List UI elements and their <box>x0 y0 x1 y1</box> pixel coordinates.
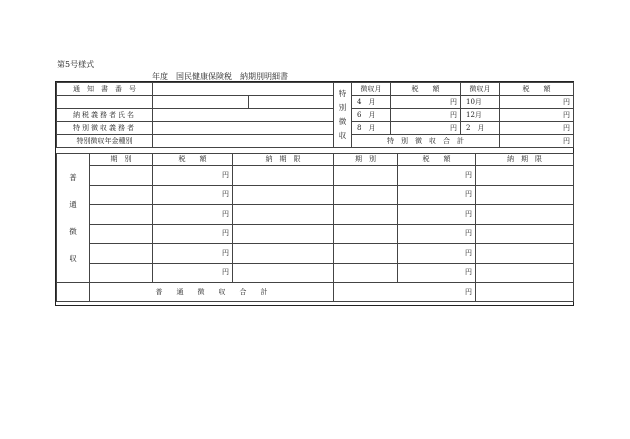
special-amount-field[interactable]: 円 <box>391 122 461 135</box>
special-amount-header: 税 額 <box>500 83 574 96</box>
special-total-field[interactable]: 円 <box>500 135 574 148</box>
special-amount-field[interactable]: 円 <box>500 96 574 109</box>
deadline-field[interactable] <box>233 166 334 186</box>
deadline-field[interactable] <box>476 185 574 205</box>
period-header: 期 別 <box>334 154 398 166</box>
special-amount-field[interactable]: 円 <box>391 109 461 122</box>
period-field[interactable] <box>90 244 153 264</box>
special-collector-label: 特別徴収義務者 <box>57 122 153 135</box>
blank-cell[interactable] <box>153 96 249 109</box>
amount-field[interactable]: 円 <box>153 166 233 186</box>
period-field[interactable] <box>90 185 153 205</box>
period-field[interactable] <box>334 205 398 225</box>
ordinary-total-label: 普 通 徴 収 合 計 <box>90 283 334 302</box>
blank-cell <box>476 283 574 302</box>
deadline-field[interactable] <box>476 224 574 244</box>
special-amount-field[interactable]: 円 <box>500 122 574 135</box>
period-field[interactable] <box>334 244 398 264</box>
period-field[interactable] <box>90 263 153 283</box>
tax-detail-form <box>55 81 574 306</box>
special-month: 2 月 <box>461 122 500 135</box>
deadline-header: 納 期 限 <box>233 154 334 166</box>
deadline-header: 納 期 限 <box>476 154 574 166</box>
amount-field[interactable]: 円 <box>153 263 233 283</box>
upper-section <box>56 82 574 148</box>
blank-cell <box>57 96 153 109</box>
period-field[interactable] <box>334 263 398 283</box>
special-month: 8 月 <box>352 122 391 135</box>
ordinary-collection-side-label: 普 通 徴 収 <box>57 154 90 283</box>
special-month: 12月 <box>461 109 500 122</box>
blank-cell[interactable] <box>249 96 334 109</box>
special-amount-header: 税 額 <box>391 83 461 96</box>
amount-field[interactable]: 円 <box>153 185 233 205</box>
taxpayer-name-label: 納税義務者氏名 <box>57 109 153 122</box>
period-field[interactable] <box>334 185 398 205</box>
form-number-label: 第5号様式 <box>57 60 95 69</box>
deadline-field[interactable] <box>233 185 334 205</box>
amount-header: 税 額 <box>153 154 233 166</box>
period-field[interactable] <box>334 224 398 244</box>
special-month: 6 月 <box>352 109 391 122</box>
amount-field[interactable]: 円 <box>398 205 476 225</box>
special-amount-field[interactable]: 円 <box>391 96 461 109</box>
deadline-field[interactable] <box>476 244 574 264</box>
deadline-field[interactable] <box>476 205 574 225</box>
period-field[interactable] <box>90 205 153 225</box>
deadline-field[interactable] <box>476 166 574 186</box>
document-title: 年度 国民健康保険税 納期別明細書 <box>152 72 288 81</box>
deadline-field[interactable] <box>233 263 334 283</box>
special-month: 10月 <box>461 96 500 109</box>
notice-number-field[interactable] <box>153 83 334 96</box>
special-month-header: 徴収月 <box>461 83 500 96</box>
deadline-field[interactable] <box>233 224 334 244</box>
special-collection-side-label: 特 別 徴 収 <box>334 83 352 148</box>
amount-field[interactable]: 円 <box>398 244 476 264</box>
blank-cell <box>57 283 90 302</box>
amount-header: 税 額 <box>398 154 476 166</box>
special-month-header: 徴収月 <box>352 83 391 96</box>
special-total-label: 特 別 徴 収 合 計 <box>352 135 500 148</box>
deadline-field[interactable] <box>233 244 334 264</box>
period-field[interactable] <box>90 224 153 244</box>
period-field[interactable] <box>90 166 153 186</box>
ordinary-collection-section <box>56 153 574 302</box>
special-collector-field[interactable] <box>153 122 334 135</box>
special-amount-field[interactable]: 円 <box>500 109 574 122</box>
taxpayer-name-field[interactable] <box>153 109 334 122</box>
amount-field[interactable]: 円 <box>398 263 476 283</box>
notice-number-label: 通 知 書 番 号 <box>57 83 153 96</box>
amount-field[interactable]: 円 <box>398 224 476 244</box>
pension-type-field[interactable] <box>153 135 334 148</box>
period-header: 期 別 <box>90 154 153 166</box>
ordinary-total-field[interactable]: 円 <box>334 283 476 302</box>
amount-field[interactable]: 円 <box>398 166 476 186</box>
amount-field[interactable]: 円 <box>153 244 233 264</box>
deadline-field[interactable] <box>476 263 574 283</box>
amount-field[interactable]: 円 <box>153 224 233 244</box>
period-field[interactable] <box>334 166 398 186</box>
special-month: 4 月 <box>352 96 391 109</box>
amount-field[interactable]: 円 <box>153 205 233 225</box>
amount-field[interactable]: 円 <box>398 185 476 205</box>
deadline-field[interactable] <box>233 205 334 225</box>
pension-type-label: 特別徴収年金種別 <box>57 135 153 148</box>
